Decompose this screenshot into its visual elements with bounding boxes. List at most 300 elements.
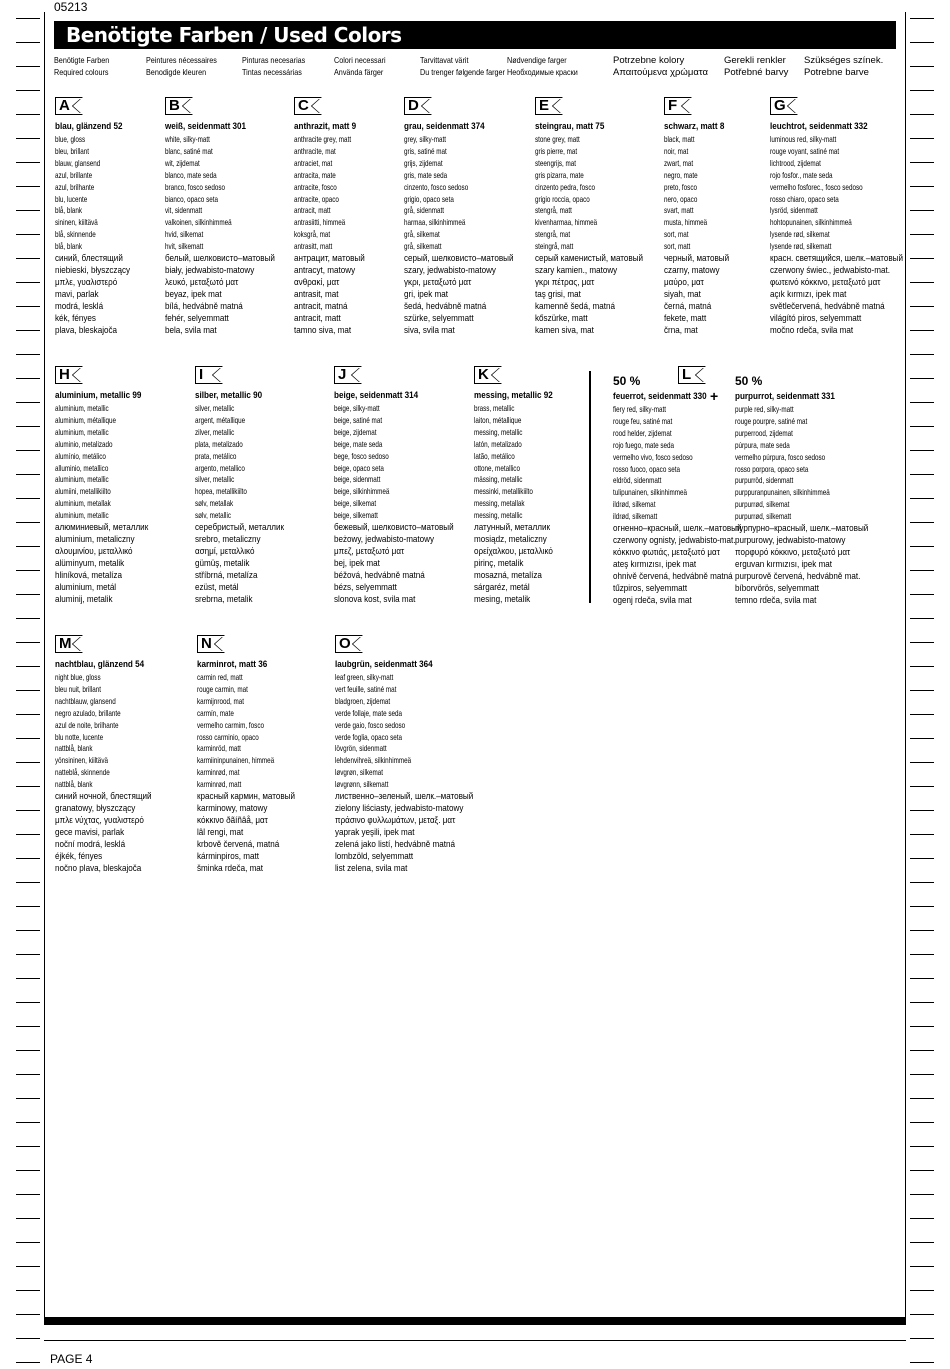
- color-name-item: antracit, matt: [294, 206, 331, 216]
- chevron-left-icon: [214, 637, 224, 651]
- color-name-item: valkoinen, silkinhimmeä: [165, 218, 232, 228]
- color-code-badge: [55, 366, 185, 384]
- color-title: nachtblau, glänzend 54: [55, 659, 145, 669]
- color-name-item: purppuranpunainen, silkinhimmeä: [735, 488, 830, 498]
- color-name-item: carmin red, matt: [197, 673, 243, 682]
- color-name-item: beige, sidenmatt: [334, 475, 381, 485]
- color-name-item: løvgrønn, silkematt: [335, 780, 389, 790]
- color-name-item: rosso carminio, opaco: [197, 732, 259, 742]
- color-code-badge: [197, 635, 327, 653]
- color-name-item: синий ночной, блестящий: [55, 791, 152, 802]
- color-name-item: czerwony świec., jedwabisto-mat.: [770, 264, 890, 275]
- color-name-item: aluminium, métallique: [55, 415, 117, 425]
- color-name-item: leaf green, silky-matt: [335, 673, 394, 682]
- color-name-item: ildrød, silkematt: [613, 512, 658, 522]
- color-name-item: kőszürke, matt: [535, 312, 588, 323]
- color-title: laubgrün, seidenmatt 364: [335, 659, 433, 669]
- color-name-item: nero, opaco: [664, 194, 698, 204]
- color-letter-text: N: [201, 635, 212, 652]
- color-letter-text: E: [539, 97, 550, 114]
- color-name-item: wit, zijdemat: [165, 158, 200, 168]
- color-name-item: nattblå, blank: [55, 780, 93, 790]
- color-name-item: κόκκινο ðãíñâå, ματ: [197, 814, 268, 825]
- color-name-item: plata, metalizado: [195, 439, 243, 449]
- color-name-item: azul de noite, brilhante: [55, 720, 119, 730]
- color-name-item: messing, metallic: [474, 511, 523, 521]
- color-title: feuerrot, seidenmatt 330: [613, 391, 707, 401]
- lang-label: Required colours: [54, 68, 109, 77]
- color-name-item: krbově červená, matná: [197, 838, 280, 849]
- color-name-item: purpurrød, silkematt: [735, 512, 792, 522]
- color-name-item: czarny, matowy: [664, 264, 720, 275]
- color-name-item: açık kırmızı, ipek mat: [770, 288, 847, 299]
- color-name-item: kárminpiros, matt: [197, 850, 260, 861]
- color-name-item: rosso porpora, opaco seta: [735, 464, 809, 474]
- color-name-list: [55, 403, 185, 605]
- color-name-item: sort, mat: [664, 230, 689, 240]
- color-name-item: αλουμινίου, μεταλλικό: [55, 545, 133, 556]
- color-name-item: ezüst, metál: [195, 581, 239, 592]
- color-name-item: gris, mate seda: [404, 170, 448, 180]
- color-name-item: лиственно–зеленый, шелк.–матовый: [335, 791, 474, 802]
- color-name-item: ildrød, silkemat: [613, 500, 656, 510]
- color-name-item: ορείχαλκου, μεταλλικό: [474, 545, 553, 556]
- color-code-badge: [770, 97, 900, 115]
- left-margin-line: [44, 12, 45, 1324]
- color-name-item: kamenně šedá, matná: [535, 300, 616, 311]
- color-name-item: bézs, selyemmatt: [334, 581, 397, 592]
- lang-label: Peintures nécessaires: [146, 56, 217, 65]
- color-name-item: beige, silkemat: [334, 499, 377, 509]
- color-name-item: ogenj rdeča, svila mat: [613, 594, 692, 605]
- lang-label: Colori necessari: [334, 56, 386, 65]
- color-name-item: lysröd, sidenmatt: [770, 206, 818, 216]
- color-name-item: ανθρακί, ματ: [294, 276, 340, 287]
- color-name-item: vermelho púrpura, fosco sedoso: [735, 452, 826, 462]
- color-name-item: πορφυρό κόκκινο, μεταξωτό ματ: [735, 546, 851, 557]
- color-name-item: hohtopunainen, silkinhimmeä: [770, 218, 852, 228]
- color-name-item: rosso chiaro, opaco seta: [770, 194, 839, 204]
- color-title: aluminium, metallic 99: [55, 390, 142, 400]
- color-block-n: [197, 635, 327, 874]
- color-name-item: hvid, silkemat: [165, 230, 204, 240]
- color-name-item: nočno plava, bleskajoča: [55, 862, 142, 873]
- color-name-item: slonova kost, svila mat: [334, 593, 416, 604]
- color-name-item: μαύρο, ματ: [664, 276, 704, 287]
- color-name-item: noir, mat: [664, 146, 689, 156]
- color-name-item: taş grisi, mat: [535, 288, 581, 299]
- color-block-o: [335, 635, 474, 874]
- color-name-item: siva, svila mat: [404, 324, 455, 335]
- color-name-item: púrpura, mate seda: [735, 440, 790, 450]
- color-name-item: anthracite, mat: [294, 146, 336, 156]
- color-letter: [294, 97, 322, 115]
- color-name-item: koksgrå, mat: [294, 230, 331, 240]
- right-margin-line: [905, 12, 906, 1324]
- color-name-item: černá, matná: [664, 300, 712, 311]
- color-letter: [55, 97, 83, 115]
- color-name-item: blauw, glansend: [55, 158, 101, 168]
- color-code-badge: [404, 97, 534, 115]
- color-name-item: preto, fosco: [664, 182, 697, 192]
- color-name-item: srebrna, metalik: [195, 593, 253, 604]
- color-name-item: svart, matt: [664, 206, 694, 216]
- lang-group-fi-no: [420, 55, 516, 79]
- color-block-b: [165, 97, 295, 336]
- color-block-m: [55, 635, 185, 874]
- color-title: leuchtrot, seidenmatt 332: [770, 121, 868, 131]
- color-name-item: nachtblauw, glansend: [55, 696, 116, 706]
- color-name-item: beżowy, jedwabisto-matowy: [334, 533, 435, 544]
- color-code-badge: [165, 97, 295, 115]
- color-letter-text: C: [298, 97, 309, 114]
- mix-divider: [589, 371, 591, 603]
- color-name-item: mosazná, metalíza: [474, 569, 542, 580]
- lang-group-da-ru: [507, 55, 587, 79]
- color-name-item: alüminyum, metalik: [55, 557, 125, 568]
- color-name-item: grey, silky-matt: [404, 135, 446, 144]
- color-letter: [770, 97, 798, 115]
- color-name-item: messing, metallic: [474, 427, 523, 437]
- lang-label: Potrebne barve: [804, 67, 869, 78]
- color-letter-text: B: [169, 97, 180, 114]
- color-name-item: латунный, металлик: [474, 522, 551, 533]
- color-name-item: zilver, metallic: [195, 427, 235, 437]
- color-name-item: alumiini, metallikiilto: [55, 487, 111, 497]
- color-name-item: bladgroen, zijdemat: [335, 696, 391, 706]
- color-title: silber, metallic 90: [195, 390, 263, 400]
- color-name-item: красн. светящийся, шелк.–матовый: [770, 253, 904, 264]
- color-name-item: latão, metálico: [474, 451, 515, 461]
- color-name-item: aluminium, metallic: [55, 404, 109, 413]
- color-name-item: kivenharmaa, himmeä: [535, 218, 598, 228]
- color-letter-text: A: [59, 97, 70, 114]
- color-letter-text: J: [338, 366, 347, 383]
- color-name-item: огненно–красный, шелк.–матовый: [613, 523, 742, 534]
- lang-label: Szükséges színek.: [804, 55, 884, 66]
- color-letter: [664, 97, 692, 115]
- chevron-left-icon: [787, 99, 797, 113]
- mix-plus-sign: +: [710, 388, 719, 404]
- lang-group-es-pt: [242, 55, 314, 79]
- color-name-item: красный кармин, матовый: [197, 791, 295, 802]
- color-name-item: grå, silkematt: [404, 242, 442, 252]
- color-name-item: lichtrood, zijdemat: [770, 158, 821, 168]
- color-name-item: stengrå, matt: [535, 206, 572, 216]
- color-name-item: negro azulado, brillante: [55, 708, 121, 718]
- color-code-badge: [55, 635, 185, 653]
- color-title: messing, metallic 92: [474, 390, 553, 400]
- chevron-left-icon: [212, 368, 222, 382]
- color-name-item: siyah, mat: [664, 288, 701, 299]
- color-name-item: szürke, selyemmatt: [404, 312, 474, 323]
- color-name-item: béžová, hedvábně matná: [334, 569, 425, 580]
- color-name-item: antrasitt, matt: [294, 242, 333, 252]
- lang-group-hu-sl: [804, 55, 883, 79]
- color-title: weiß, seidenmatt 301: [165, 121, 247, 131]
- color-name-item: világító piros, selyemmatt: [770, 312, 862, 323]
- color-block-k: [474, 366, 604, 605]
- color-name-item: prata, metálico: [195, 451, 237, 461]
- left-margin-ticks: [16, 0, 40, 1369]
- color-name-item: antracyt, matowy: [294, 264, 356, 275]
- lang-label: Använda färger: [334, 68, 384, 77]
- color-block-l-left: [613, 391, 743, 606]
- color-name-item: antracite, fosco: [294, 182, 337, 192]
- color-name-item: granatowy, błyszczący: [55, 802, 136, 813]
- color-name-item: modrá, lesklá: [55, 300, 104, 311]
- color-name-item: antracit, matt: [294, 312, 341, 323]
- color-name-item: antracite, opaco: [294, 194, 339, 204]
- color-name-item: λευκό, μεταξωτό ματ: [165, 276, 239, 287]
- color-name-item: tűzpiros, selyemmatt: [613, 582, 688, 593]
- color-name-list: [474, 403, 604, 605]
- color-name-item: argento, metallico: [195, 463, 245, 473]
- color-letter: [165, 97, 193, 115]
- color-name-item: grå, silkemat: [404, 230, 440, 240]
- color-name-item: vit, sidenmatt: [165, 206, 203, 216]
- color-name-item: lâl rengi, mat: [197, 826, 244, 837]
- color-letter-text: M: [59, 635, 72, 652]
- color-name-item: antrasiitti, himmeä: [294, 218, 346, 228]
- chevron-left-icon: [552, 99, 562, 113]
- color-name-item: blå, blank: [55, 206, 83, 216]
- color-name-item: bianco, opaco seta: [165, 194, 219, 204]
- mix-percent-left: 50 %: [613, 374, 641, 388]
- color-name-item: lövgrön, sidenmatt: [335, 744, 387, 754]
- color-name-item: natteblå, skinnende: [55, 768, 110, 778]
- color-name-item: aluminium, metallic: [55, 427, 109, 437]
- color-name-item: purpurröd, sidenmatt: [735, 476, 794, 486]
- color-name-item: aluminium, metallak: [55, 499, 111, 509]
- color-name-item: черный, матовый: [664, 253, 730, 264]
- color-name-item: sølv, metallak: [195, 499, 234, 509]
- color-name-item: močno rdeča, svila mat: [770, 324, 854, 335]
- color-name-item: пурпурно–красный, шелк.–матовый: [735, 523, 869, 534]
- color-code-badge: [535, 97, 665, 115]
- color-name-item: hliníková, metalíza: [55, 569, 122, 580]
- color-name-item: rouge voyant, satiné mat: [770, 146, 840, 156]
- color-name-item: šminka rdeča, mat: [197, 862, 264, 873]
- color-title: schwarz, matt 8: [664, 121, 725, 131]
- color-name-item: messing, metallak: [474, 499, 525, 509]
- color-name-item: aluminium, metál: [55, 581, 117, 592]
- color-name-item: gris pierre, mat: [535, 146, 578, 156]
- color-name-item: gris pizarra, mate: [535, 170, 584, 180]
- chevron-left-icon: [182, 99, 192, 113]
- color-letter: [404, 97, 432, 115]
- color-code-badge: [335, 635, 465, 653]
- color-name-list: [735, 404, 869, 606]
- color-name-item: hopea, metallikiilto: [195, 487, 247, 497]
- color-name-item: lehdenvihreä, silkinhimmeä: [335, 756, 412, 766]
- color-name-item: karminowy, matowy: [197, 802, 268, 813]
- color-name-list: [335, 672, 474, 874]
- color-name-item: purpurowy, jedwabisto-matowy: [735, 534, 846, 545]
- color-name-item: purpurově červená, hedvábně mat.: [735, 570, 861, 581]
- color-name-item: stone grey, matt: [535, 135, 580, 144]
- color-letter-text: H: [59, 366, 70, 383]
- color-name-item: rojo fuego, mate seda: [613, 440, 675, 450]
- color-name-item: světlečervená, hedvábně matná: [770, 300, 885, 311]
- color-letter-text: I: [199, 366, 204, 383]
- color-name-item: zwart, mat: [664, 158, 694, 168]
- color-name-item: yönsininen, kiiltävä: [55, 756, 108, 766]
- color-name-item: серый каменистый, матовый: [535, 253, 644, 264]
- color-block-l-right: [735, 391, 869, 606]
- color-name-item: fekete, matt: [664, 312, 707, 323]
- mix-percent-right: 50 %: [735, 374, 763, 388]
- color-name-item: karminrød, matt: [197, 780, 242, 790]
- lang-label: Potřebné barvy: [724, 67, 789, 78]
- color-name-item: μπλε νύχτας, γυαλιστερό: [55, 814, 144, 825]
- color-name-item: bege, fosco sedoso: [334, 451, 389, 461]
- chevron-left-icon: [695, 368, 705, 382]
- color-name-item: white, silky-matt: [165, 135, 210, 144]
- color-name-item: bela, svila mat: [165, 324, 217, 335]
- color-name-item: blu, lucente: [55, 194, 88, 204]
- color-name-item: rosso fuoco, opaco seta: [613, 464, 681, 474]
- color-title: grau, seidenmatt 374: [404, 121, 485, 131]
- color-name-item: nattblå, blank: [55, 744, 93, 754]
- color-name-item: eldröd, sidenmatt: [613, 476, 662, 486]
- color-name-item: cinzento, fosco sedoso: [404, 182, 469, 192]
- color-block-i: [195, 366, 325, 605]
- color-name-item: beige, silky-matt: [334, 404, 380, 413]
- title-bar: [54, 21, 896, 49]
- color-block-g: [770, 97, 904, 336]
- color-name-item: azul, brilhante: [55, 182, 95, 192]
- chevron-left-icon: [352, 637, 362, 651]
- color-name-item: karminrød, mat: [197, 768, 240, 778]
- footer-bar: [44, 1317, 906, 1325]
- footer-rule: [44, 1340, 906, 1341]
- color-name-item: verde foglia, opaco seta: [335, 732, 403, 742]
- color-name-item: beige, satiné mat: [334, 415, 383, 425]
- color-name-item: steingrå, matt: [535, 242, 574, 252]
- color-block-d: [404, 97, 534, 336]
- color-name-item: cinzento pedra, fosco: [535, 182, 596, 192]
- chevron-left-icon: [421, 99, 431, 113]
- color-name-item: antracita, mate: [294, 170, 336, 180]
- document-code: 05213: [54, 0, 88, 14]
- lang-label: Du trenger følgende farger: [420, 68, 505, 77]
- color-name-item: silver, metallic: [195, 404, 235, 413]
- color-name-item: lysende rød, silkemat: [770, 230, 830, 240]
- color-name-item: løvgrøn, silkemat: [335, 768, 384, 778]
- color-name-item: latón, metalizado: [474, 439, 522, 449]
- color-name-item: lombzöld, selyemmatt: [335, 850, 414, 861]
- color-letter: [55, 366, 83, 384]
- color-name-item: purple red, silky-matt: [735, 405, 794, 414]
- color-letter: [195, 366, 223, 384]
- color-name-item: alluminio, metallico: [55, 463, 109, 473]
- color-letter: [474, 366, 502, 384]
- color-letter: [334, 366, 362, 384]
- color-name-item: blå, skinnende: [55, 230, 96, 240]
- color-name-item: beige, mate seda: [334, 439, 383, 449]
- color-name-item: beige, zijdemat: [334, 427, 377, 437]
- color-name-list: [55, 672, 185, 874]
- color-name-item: črna, mat: [664, 324, 698, 335]
- color-name-item: antracit, matná: [294, 300, 348, 311]
- color-name-item: vert feuille, satiné mat: [335, 684, 397, 694]
- color-name-item: aluminium, metallic: [55, 511, 109, 521]
- color-name-item: czerwony ognisty, jedwabisto-mat.: [613, 534, 736, 545]
- color-name-list: [535, 134, 665, 336]
- color-name-item: szary, jedwabisto-matowy: [404, 264, 496, 275]
- color-name-item: blue, gloss: [55, 135, 86, 144]
- color-name-item: argent, métallique: [195, 415, 246, 425]
- color-code-badge: [334, 366, 464, 384]
- color-name-item: серый, шелковисто–матовый: [404, 253, 514, 264]
- color-name-item: messinki, metallikiilto: [474, 487, 533, 497]
- color-name-item: verde gaio, fosco sedoso: [335, 720, 406, 730]
- color-name-item: szary kamien., matowy: [535, 264, 618, 275]
- page-number: PAGE 4: [50, 1352, 93, 1366]
- color-name-item: grigio, opaco seta: [404, 194, 454, 204]
- color-code-badge: [195, 366, 325, 384]
- color-name-item: fiery red, silky-matt: [613, 405, 666, 414]
- lang-group-it-sv: [334, 55, 393, 79]
- color-name-item: anthracite grey, matt: [294, 135, 352, 144]
- color-name-item: bej, ipek mat: [334, 557, 380, 568]
- color-name-item: антрацит, матовый: [294, 253, 365, 264]
- color-name-item: beige, opaco seta: [334, 463, 384, 473]
- color-name-item: kék, fényes: [55, 312, 96, 323]
- color-name-item: rood helder, zijdemat: [613, 428, 672, 438]
- color-name-list: [334, 403, 464, 605]
- color-name-item: алюминиевый, металлик: [55, 522, 149, 533]
- lang-label: Tarvittavat värit: [420, 56, 469, 65]
- color-name-item: gümüş, metalik: [195, 557, 250, 568]
- color-name-item: gri, ipek mat: [404, 288, 449, 299]
- color-name-item: noční modrá, lesklá: [55, 838, 126, 849]
- color-name-item: vermelho fosforec., fosco sedoso: [770, 182, 863, 192]
- color-name-item: zelená jako listí, hedvábně matná: [335, 838, 456, 849]
- color-letter: [197, 635, 225, 653]
- color-name-item: ohnivě červená, hedvábně matná: [613, 570, 733, 581]
- color-name-item: aluminium, metaliczny: [55, 533, 135, 544]
- lang-label: Απαιτούμενα χρώματα: [613, 67, 708, 78]
- color-title: anthrazit, matt 9: [294, 121, 357, 131]
- color-letter: [335, 635, 363, 653]
- color-name-item: steengrijs, mat: [535, 158, 577, 168]
- chevron-left-icon: [72, 637, 82, 651]
- color-name-item: mavi, parlak: [55, 288, 99, 299]
- color-name-item: tamno siva, mat: [294, 324, 352, 335]
- color-code-badge: [474, 366, 604, 384]
- color-name-item: pirinç, metalik: [474, 557, 524, 568]
- color-name-item: antrasit, mat: [294, 288, 339, 299]
- chevron-left-icon: [491, 368, 501, 382]
- color-name-item: blå, blank: [55, 242, 83, 252]
- color-name-item: bleu nuit, brillant: [55, 684, 101, 694]
- color-name-item: μπλε, γυαλιστερό: [55, 276, 118, 287]
- color-code-badge: [678, 366, 706, 384]
- color-name-item: zielony liściasty, jedwabisto-matowy: [335, 802, 464, 813]
- color-name-item: luminous red, silky-matt: [770, 135, 837, 144]
- color-name-item: kamen siva, mat: [535, 324, 594, 335]
- color-name-item: karmijnrood, mat: [197, 696, 245, 706]
- color-block-e: [535, 97, 665, 336]
- color-name-list: [195, 403, 325, 605]
- color-name-item: sort, matt: [664, 242, 691, 252]
- color-name-item: verde follaje, mate seda: [335, 708, 403, 718]
- color-name-item: blanc, satiné mat: [165, 146, 213, 156]
- chevron-left-icon: [351, 368, 361, 382]
- color-title: blau, glänzend 52: [55, 121, 123, 131]
